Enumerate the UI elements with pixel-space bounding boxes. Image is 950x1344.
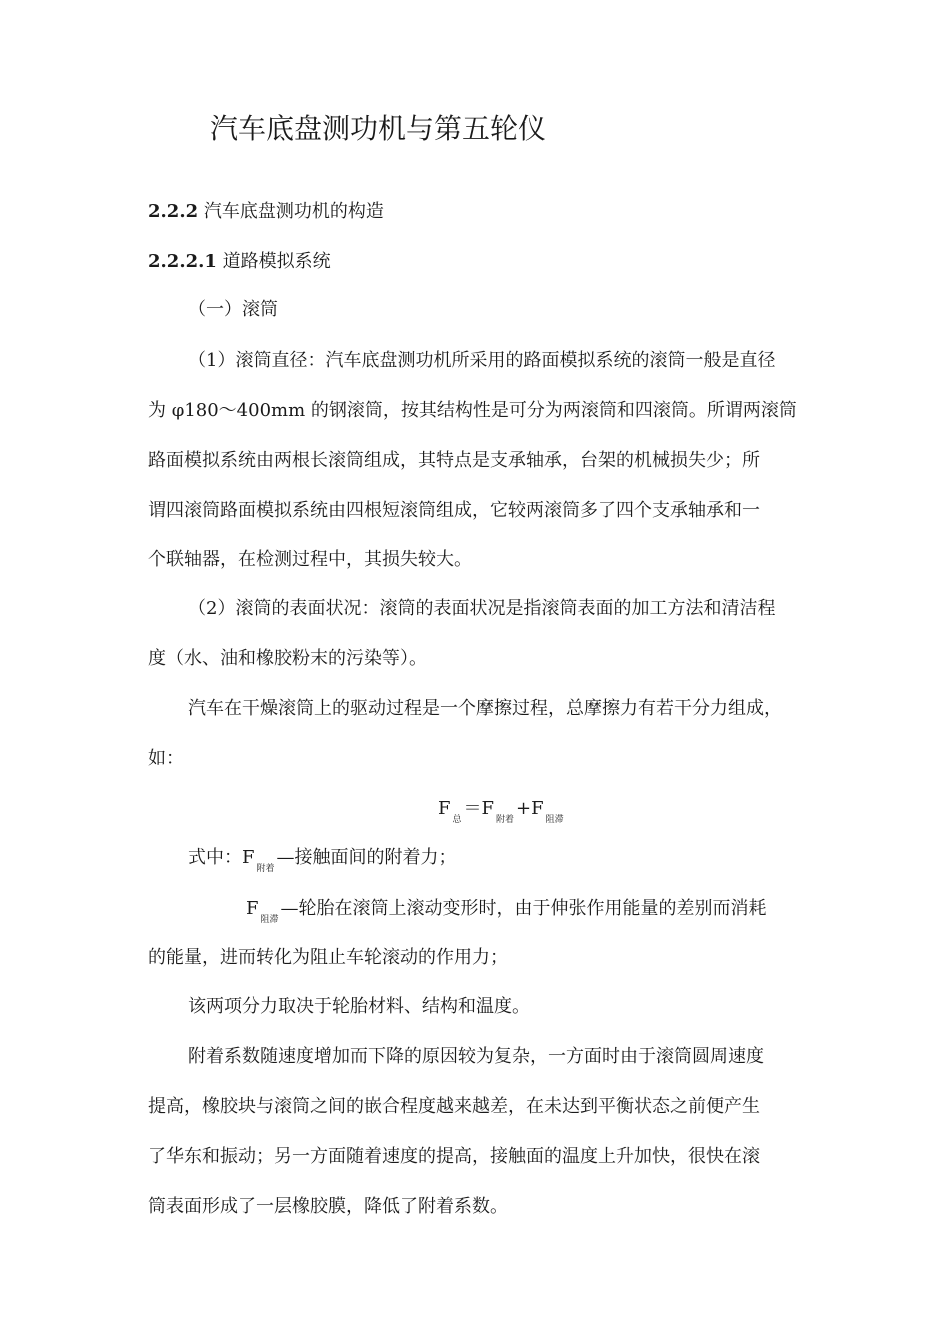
formula-subscript: 阻滞 (545, 815, 564, 825)
para1-line-1: （1）滚筒直径：汽车底盘测功机所采用的路面模拟系统的滚筒一般是直径 (188, 350, 776, 371)
page-title: 汽车底盘测功机与第五轮仪 (210, 112, 547, 145)
para1-line-4: 谓四滚筒路面模拟系统由四根短滚筒组成，它较两滚筒多了四个支承轴承和一 (148, 500, 760, 521)
formula-plus: +F (516, 798, 544, 819)
definition-resistance (246, 898, 767, 931)
definition-text: —接触面间的附着力； (276, 847, 457, 868)
section-title: 汽车底盘测功机的构造 (203, 201, 384, 222)
formula-subscript: 附着 (496, 815, 515, 825)
para2-line-1: （2）滚筒的表面状况：滚筒的表面状况是指滚筒表面的加工方法和清洁程 (188, 598, 776, 619)
para1-line-3: 路面模拟系统由两根长滚筒组成，其特点是支承轴承，台架的机械损失少；所 (148, 450, 760, 471)
para3-line-2: 如： (148, 748, 184, 769)
section-number: 2.2.2 (148, 201, 199, 222)
formula-symbol: F (438, 798, 451, 819)
formula-subscript: 总 (452, 815, 462, 825)
para1-line-2: 为 φ180～400mm 的钢滚筒，按其结构性是可分为两滚筒和四滚筒。所谓两滚筒 (148, 400, 797, 421)
section-heading-2-2-2-1 (148, 251, 331, 273)
para5-line-2: 提高，橡胶块与滚筒之间的嵌合程度越来越差，在未达到平衡状态之前便产生 (148, 1096, 760, 1117)
para4: 该两项分力取决于轮胎材料、结构和温度。 (188, 996, 530, 1017)
section-title: 道路模拟系统 (222, 251, 331, 272)
definition-resistance-cont: 的能量，进而转化为阻止车轮滚动的作用力； (148, 947, 508, 968)
definition-adhesion (188, 847, 457, 880)
definition-prefix: 式中：F (188, 847, 255, 868)
para2-line-2: 度（水、油和橡胶粉末的污染等）。 (148, 648, 427, 669)
subheading-drum: （一）滚筒 (188, 299, 278, 320)
definition-subscript: 阻滞 (260, 915, 279, 925)
para5-line-3: 了华东和振动；另一方面随着速度的提高，接触面的温度上升加快，很快在滚 (148, 1146, 760, 1167)
section-heading-2-2-2 (148, 201, 384, 223)
para5-line-4: 筒表面形成了一层橡胶膜，降低了附着系数。 (148, 1196, 508, 1217)
para1-line-5: 个联轴器，在检测过程中，其损失较大。 (148, 549, 472, 570)
friction-formula (438, 798, 566, 831)
definition-text: —轮胎在滚筒上滚动变形时，由于伸张作用能量的差别而消耗 (280, 898, 767, 919)
section-number: 2.2.2.1 (148, 251, 217, 272)
para5-line-1: 附着系数随速度增加而下降的原因较为复杂，一方面时由于滚筒圆周速度 (188, 1046, 764, 1067)
formula-equals: ＝F (463, 798, 495, 819)
definition-subscript: 附着 (256, 864, 275, 874)
para3-line-1: 汽车在干燥滚筒上的驱动过程是一个摩擦过程，总摩擦力有若干分力组成， (188, 698, 782, 719)
definition-prefix: F (246, 898, 259, 919)
